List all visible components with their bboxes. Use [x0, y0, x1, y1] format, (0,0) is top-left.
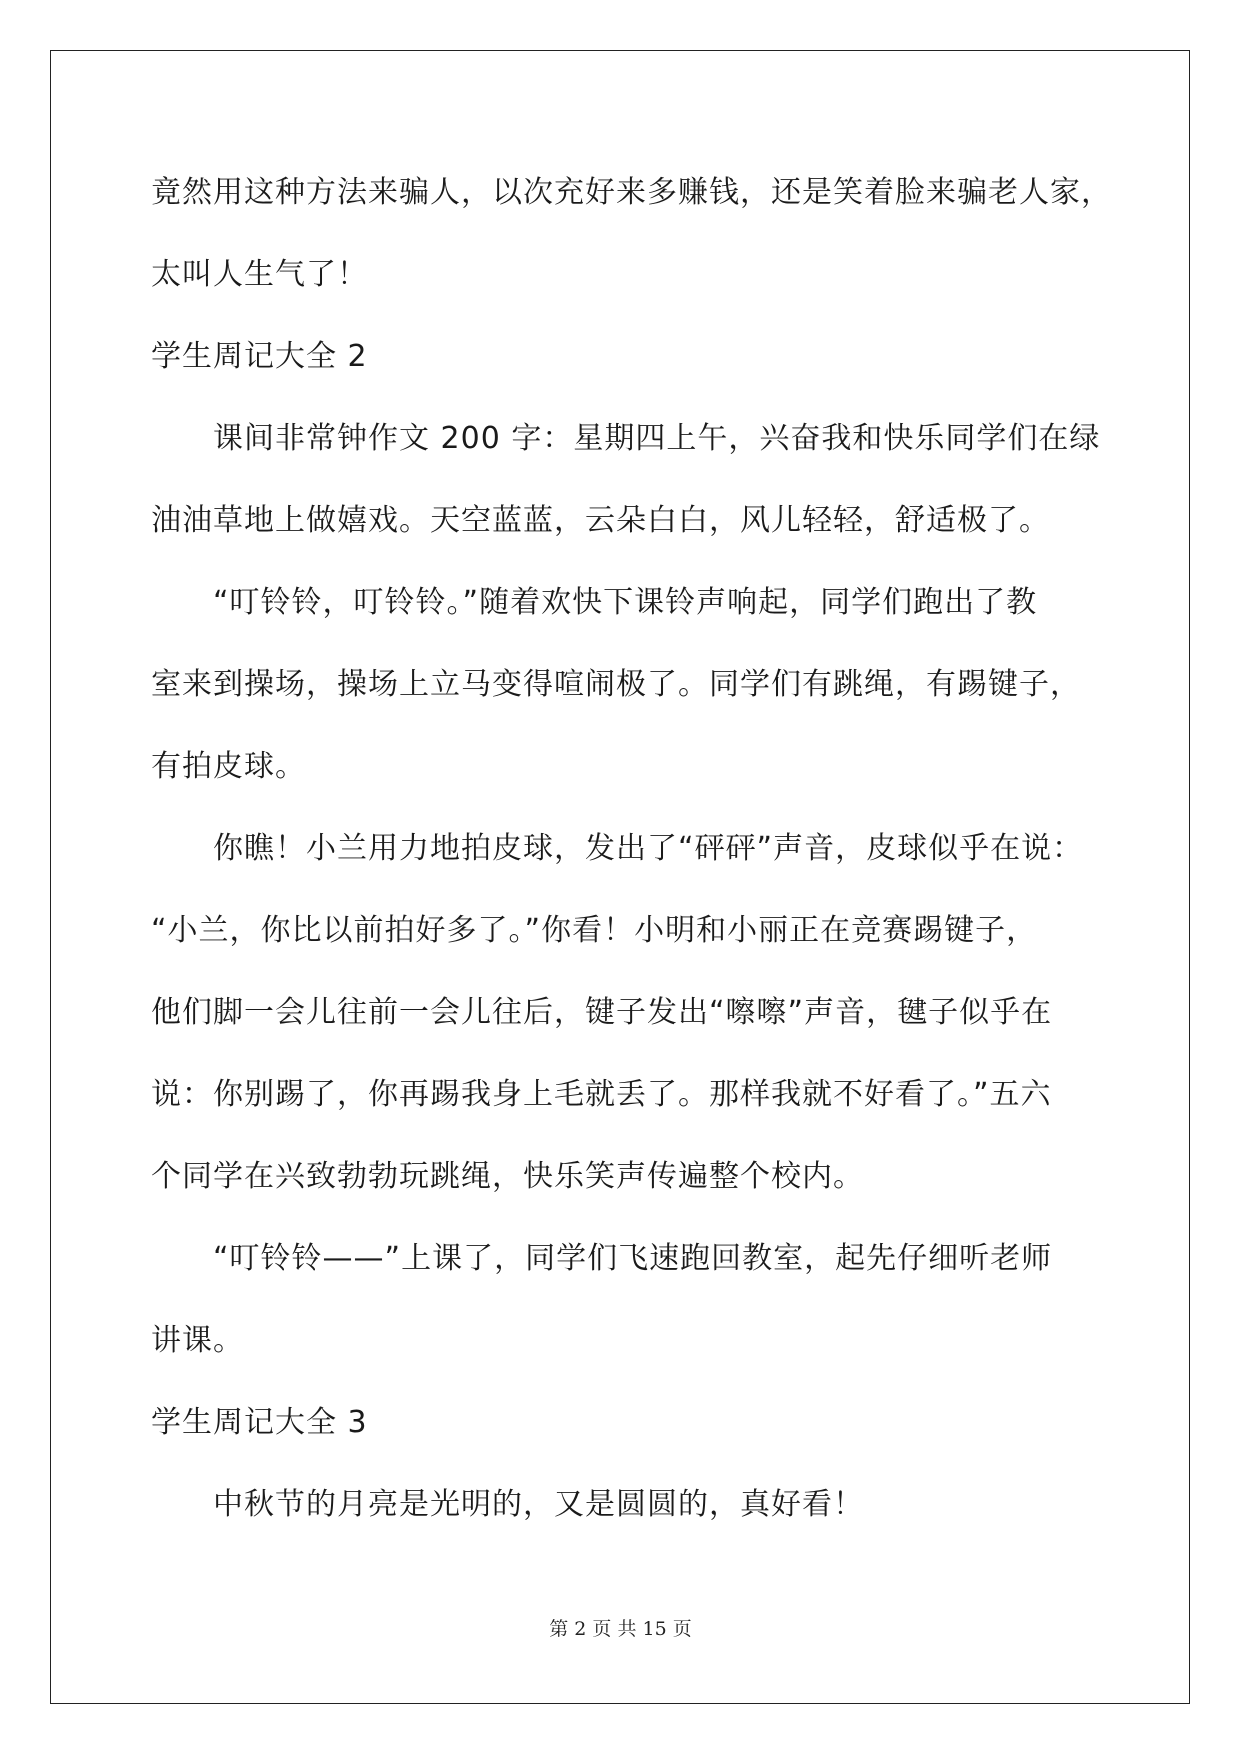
text-line: 说：你别踢了，你再踢我身上毛就丢了。那样我就不好看了。”五六 [151, 1077, 1052, 1112]
text-line: 竟然用这种方法来骗人，以次充好来多赚钱，还是笑着脸来骗老人家， [151, 175, 1112, 210]
text-line: “小兰，你比以前拍好多了。”你看！小明和小丽正在竞赛踢键子， [151, 913, 1038, 948]
text-line: 太叫人生气了！ [151, 257, 368, 292]
text-line: 讲课。 [151, 1323, 244, 1358]
text-line: 室来到操场，操场上立马变得喧闹极了。同学们有跳绳，有踢键子， [151, 667, 1081, 702]
text-line: 你瞧！小兰用力地拍皮球，发出了“砰砰”声音，皮球似乎在说： [213, 831, 1084, 866]
text-line: “叮铃铃，叮铃铃。”随着欢快下课铃声响起，同学们跑出了教 [213, 585, 1038, 620]
section-heading: 学生周记大全 3 [151, 1405, 368, 1440]
page-number-footer: 第 2 页 共 15 页 [549, 1618, 692, 1640]
text-line: “叮铃铃——”上课了，同学们飞速跑回教室，起先仔细听老师 [213, 1241, 1053, 1276]
section-heading: 学生周记大全 2 [151, 339, 368, 374]
text-line: 他们脚一会儿往前一会儿往后，键子发出“嚓嚓”声音，毽子似乎在 [151, 995, 1053, 1030]
text-line: 有拍皮球。 [151, 749, 306, 784]
text-line: 油油草地上做嬉戏。天空蓝蓝，云朵白白，风儿轻轻，舒适极了。 [151, 503, 1050, 538]
text-line: 课间非常钟作文 200 字：星期四上午，兴奋我和快乐同学们在绿 [213, 421, 1101, 456]
page-border [50, 50, 1190, 1704]
text-line: 个同学在兴致勃勃玩跳绳，快乐笑声传遍整个校内。 [151, 1159, 864, 1194]
text-line: 中秋节的月亮是光明的，又是圆圆的，真好看！ [213, 1487, 864, 1522]
